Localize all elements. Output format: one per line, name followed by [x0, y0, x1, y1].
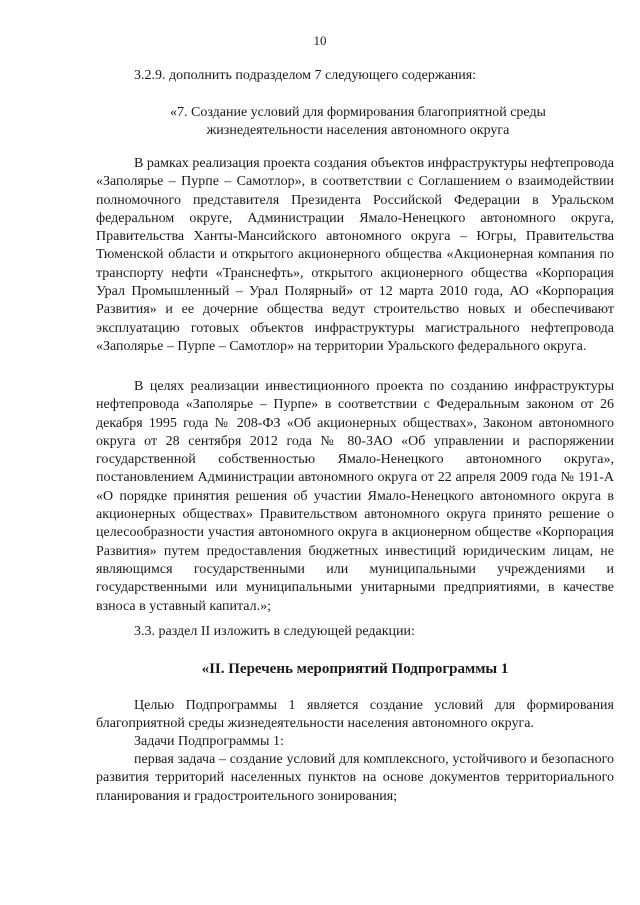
subsection-7-title: «7. Создание условий для формирования благоприятной среды жизнедеятельности населения автономного округа: [170, 105, 546, 139]
paragraph-1: В рамках реализация проекта создания объектов инфраструктуры нефтепровода «Заполярье – Пурпе – Самотлор», в соответствии с Соглашением о взаимодействии полномочного представителя Президента Российской Федерации в Уральском федеральном округе, Администрации Ямало-Ненецкого автономного округа, Правительства Ханты-Мансийского автономного округа – Югры, Правительства Тюменской области и открытого акционерного общества «Акционерная компания по транспорту нефти «Транснефть», открытого акционерного общества «Корпорация Урал Промышленный – Урал Полярный» от 12 марта 2010 года, АО «Корпорация Развития» и ее дочерние общества ведут строительство новых и обеспечивают эксплуатацию готовых объектов инфраструктуры магистрального нефтепровода «Заполярье – Пурпе – Самотлор» на территории Уральского федерального округа.: [96, 156, 614, 354]
goal-paragraph: Целью Подпрограммы 1 является создание условий для формирования благоприятной среды жизнедеятельности населения автономного округа.: [96, 698, 614, 732]
page-number: 10: [313, 33, 327, 48]
tasks-label: Задачи Подпрограммы 1:: [134, 734, 284, 749]
amendment-3-3: 3.3. раздел II изложить в следующей редакции:: [134, 624, 415, 639]
amendment-3-2-9: 3.2.9. дополнить подразделом 7 следующего содержания:: [134, 68, 477, 83]
section-2-title: «II. Перечень мероприятий Подпрограммы 1: [201, 661, 509, 677]
first-task: первая задача – создание условий для комплексного, устойчивого и безопасного развития территорий населенных пунктов на основе документов территориального планирования и градостроительного зонирования;: [96, 752, 614, 804]
paragraph-2: В целях реализации инвестиционного проекта по созданию инфраструктуры нефтепровода «Заполярье – Пурпе» в соответствии с Федеральным законом от 26 декабря 1995 года № 208-ФЗ «Об акционерных обществах», Законом автономного округа от 28 сентября 2012 года № 80-ЗАО «Об управлении и распоряжении государственной собственностью Ямало-Ненецкого автономного округа», постановлением Администрации автономного округа от 22 апреля 2009 года № 191-А «О порядке принятия решения об участии Ямало-Ненецкого автономного округа в акционерных обществах» Правительством автономного округа принято решение о целесообразности участия автономного округа в акционерном обществе «Корпорация Развития» путем предоставления бюджетных инвестиций юридическим лицам, не являющимся государственными или муниципальными учреждениями и государственными или муниципальными унитарными предприятиями, в качестве взноса в уставный капитал.»;: [96, 379, 614, 614]
